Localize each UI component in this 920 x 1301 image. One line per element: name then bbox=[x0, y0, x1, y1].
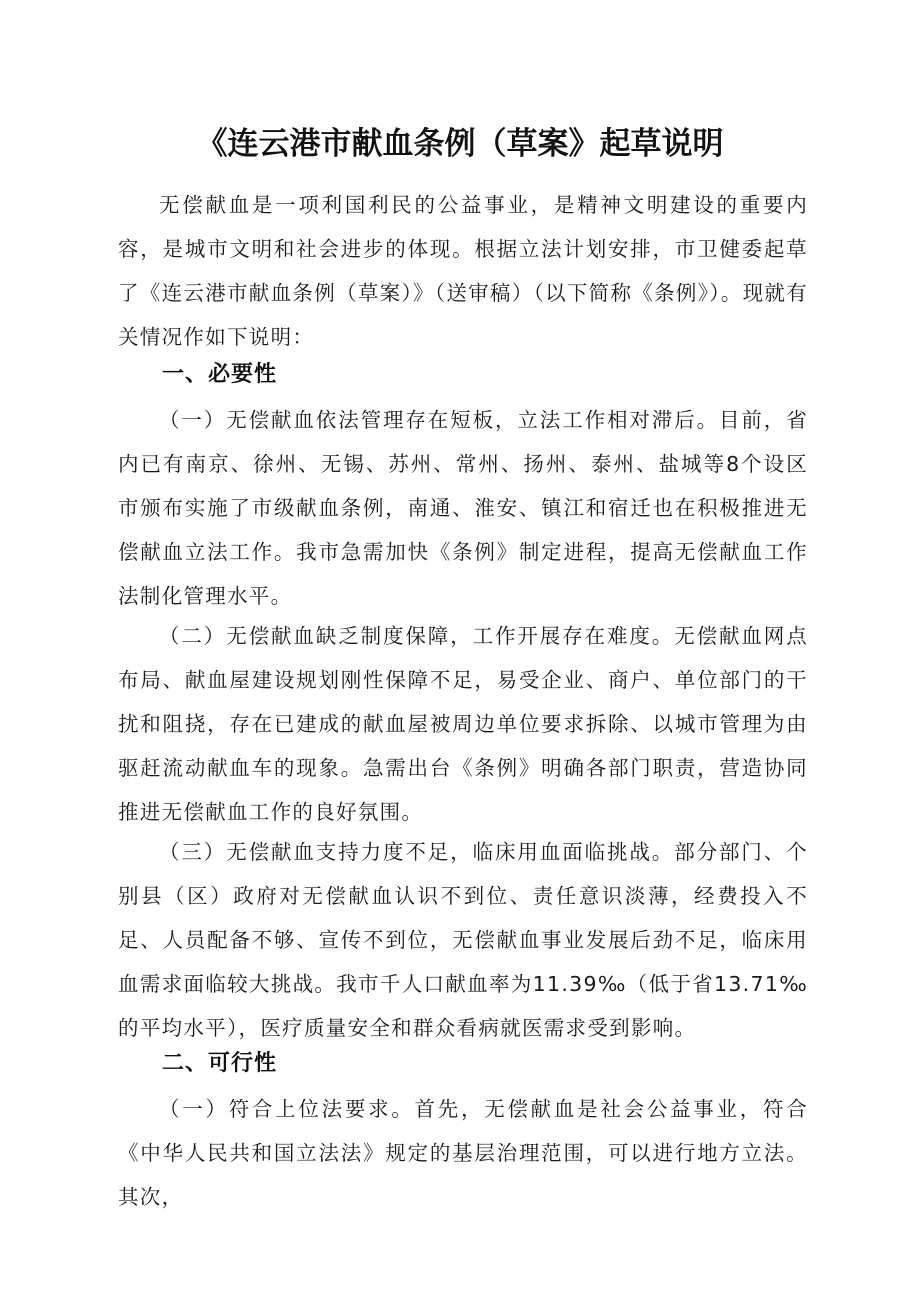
necessity-paragraph-1: （一）无偿献血依法管理存在短板，立法工作相对滞后。目前，省内已有南京、徐州、无锡、苏州、常州、扬州、泰州、盐城等8个设区市颁布实施了市级献血条例，南通、淮安、镇江和宿迁也在积极推进无偿献血立法工作。我市急需加快《条例》制定进程，提高无偿献血工作法制化管理水平。 bbox=[118, 408, 808, 608]
section-heading-feasibility: 二、可行性 bbox=[162, 1051, 278, 1076]
necessity-paragraph-2: （二）无偿献血缺乏制度保障，工作开展存在难度。无偿献血网点布局、献血屋建设规划刚性保障不足，易受企业、商户、单位部门的干扰和阻挠，存在已建成的献血屋被周边单位要求拆除、以城市管理为由驱赶流动献血车的现象。急需出台《条例》明确各部门职责，营造协同推进无偿献血工作的良好氛围。 bbox=[118, 624, 808, 824]
intro-paragraph: 无偿献血是一项利国利民的公益事业，是精神文明建设的重要内容，是城市文明和社会进步的体现。根据立法计划安排，市卫健委起草了《连云港市献血条例（草案）》（送审稿）（以下简称《条例》）。现就有关情况作如下说明： bbox=[118, 193, 808, 349]
document-title: 《连云港市献血条例（草案》起草说明 bbox=[196, 126, 724, 162]
section-heading-necessity: 一、必要性 bbox=[162, 362, 278, 387]
necessity-paragraph-3: （三）无偿献血支持力度不足，临床用血面临挑战。部分部门、个别县（区）政府对无偿献血认识不到位、责任意识淡薄，经费投入不足、人员配备不够、宣传不到位，无偿献血事业发展后劲不足，临床用血需求面临较大挑战。我市千人口献血率为11.39‰（低于省13.71‰的平均水平），医疗质量安全和群众看病就医需求受到影响。 bbox=[118, 840, 808, 1040]
feasibility-paragraph-1: （一）符合上位法要求。首先，无偿献血是社会公益事业，符合《中华人民共和国立法法》规定的基层治理范围，可以进行地方立法。其次， bbox=[118, 1097, 808, 1209]
